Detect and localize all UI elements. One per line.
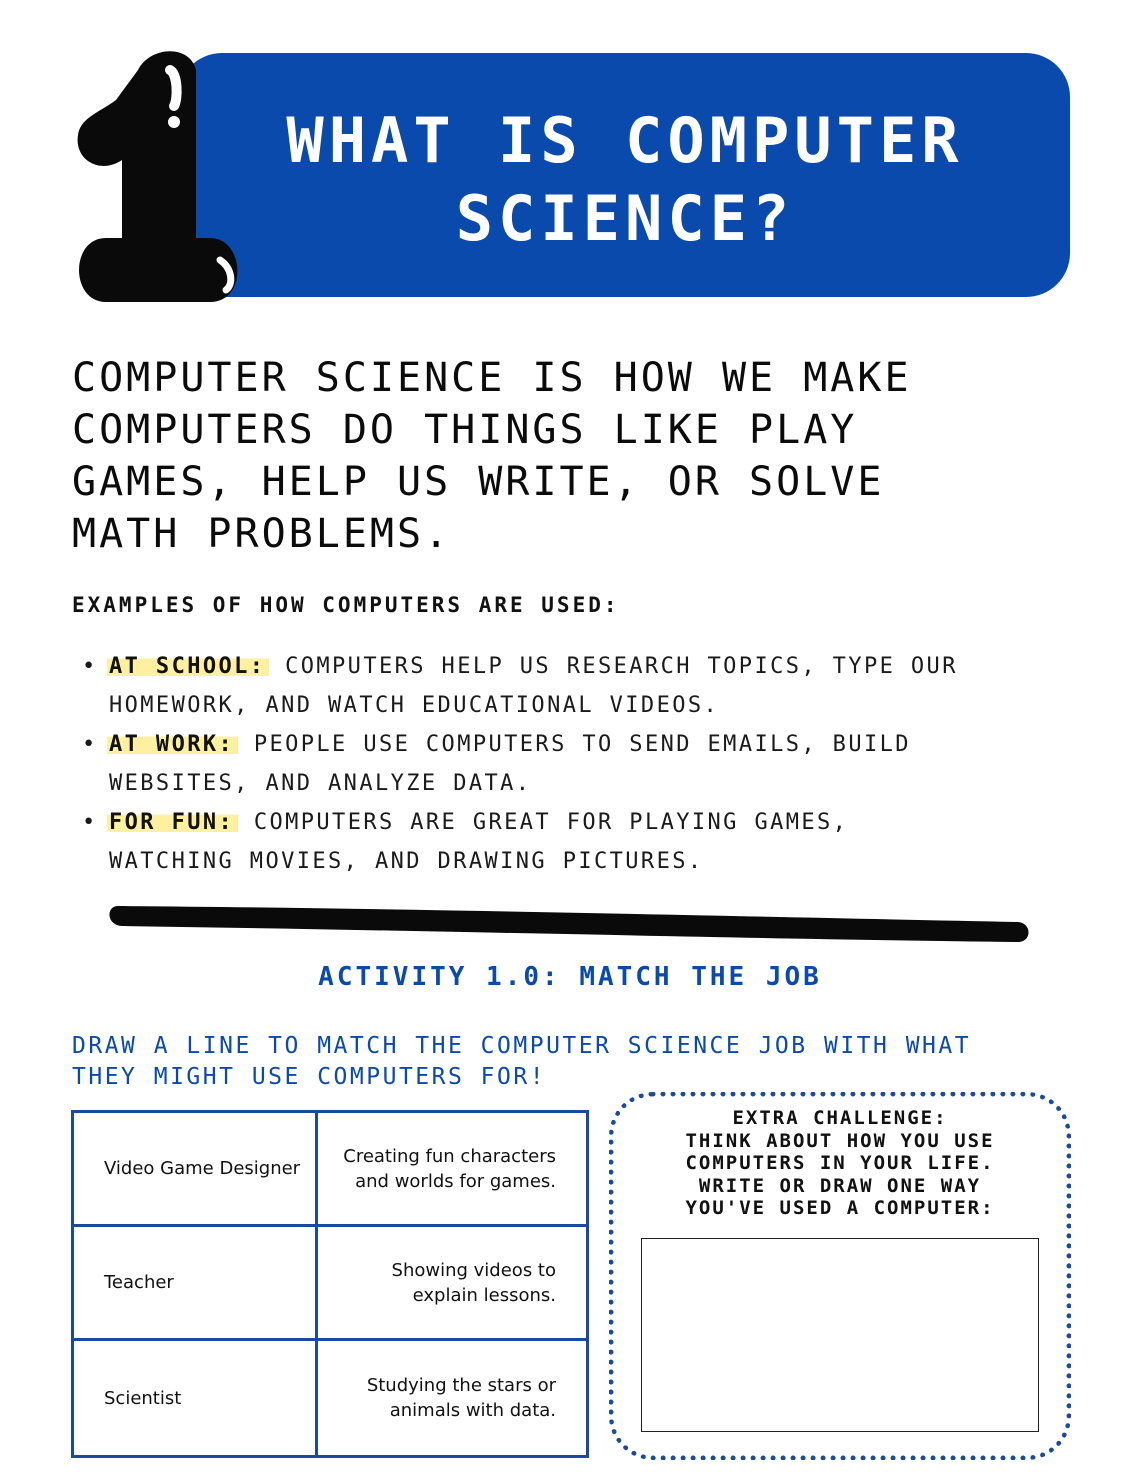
job-cell[interactable] [74, 1227, 318, 1341]
intro-line-1: COMPUTER SCIENCE IS HOW WE MAKE [72, 355, 912, 401]
example-label: AT WORK: [107, 732, 238, 757]
brush-divider [108, 898, 1032, 952]
job-cell[interactable] [74, 1113, 318, 1227]
activity-instructions [72, 1031, 1072, 1093]
use-label [367, 1373, 556, 1423]
example-text-line-2: HOMEWORK, AND WATCH EDUCATIONAL VIDEOS. [109, 693, 720, 718]
match-table [71, 1110, 589, 1458]
example-item-fun [82, 803, 1062, 881]
challenge-prompt [630, 1107, 1050, 1220]
use-line-2: explain lessons. [412, 1284, 556, 1306]
use-cell[interactable] [318, 1113, 586, 1227]
bullet-icon: • [82, 732, 98, 757]
intro-line-3: GAMES, HELP US WRITE, OR SOLVE [72, 459, 885, 505]
use-cell[interactable] [318, 1341, 586, 1455]
use-line-2: animals with data. [389, 1400, 556, 1421]
example-item-school [82, 647, 1062, 725]
challenge-line-5: YOU'VE USED A COMPUTER: [685, 1197, 995, 1219]
example-text-line-2: WEBSITES, AND ANALYZE DATA. [109, 771, 532, 796]
job-label: Scientist [104, 1387, 182, 1409]
use-label [392, 1258, 556, 1308]
title-line-2: SCIENCE? [455, 182, 795, 255]
example-label: FOR FUN: [107, 810, 238, 835]
intro-paragraph [72, 352, 1102, 560]
example-label: AT SCHOOL: [107, 654, 269, 679]
examples-heading: EXAMPLES OF HOW COMPUTERS ARE USED: [72, 593, 620, 617]
use-cell[interactable] [318, 1227, 586, 1341]
use-line-1: Showing videos to [391, 1259, 556, 1281]
activity-title: ACTIVITY 1.0: MATCH THE JOB [318, 962, 822, 992]
answer-box[interactable] [641, 1238, 1039, 1432]
bullet-icon: • [82, 654, 98, 679]
use-label [343, 1144, 556, 1194]
use-line-2: and worlds for games. [355, 1170, 556, 1192]
instructions-line-2: THEY MIGHT USE COMPUTERS FOR! [72, 1064, 547, 1090]
example-text-line-2: WATCHING MOVIES, AND DRAWING PICTURES. [109, 849, 704, 874]
example-text-line-1: COMPUTERS HELP US RESEARCH TOPICS, TYPE OUR [269, 654, 958, 679]
instructions-line-1: DRAW A LINE TO MATCH THE COMPUTER SCIENCE JOB WITH WHAT [72, 1033, 972, 1059]
use-line-1: Studying the stars or [366, 1375, 556, 1396]
challenge-line-4: WRITE OR DRAW ONE WAY [698, 1174, 982, 1197]
job-cell[interactable] [74, 1341, 318, 1455]
job-label: Video Game Designer [104, 1158, 301, 1179]
intro-line-2: COMPUTERS DO THINGS LIKE PLAY [72, 407, 858, 453]
challenge-line-2: THINK ABOUT HOW YOU USE [685, 1129, 995, 1152]
job-label: Teacher [104, 1272, 174, 1293]
bullet-icon: • [82, 810, 98, 835]
challenge-line-3: COMPUTERS IN YOUR LIFE. [685, 1152, 995, 1174]
challenge-line-1: EXTRA CHALLENGE: [732, 1107, 948, 1129]
page-title [200, 102, 1050, 258]
use-line-1: Creating fun characters [343, 1145, 556, 1167]
intro-line-4: MATH PROBLEMS. [72, 511, 452, 557]
title-line-1: WHAT IS COMPUTER [286, 104, 964, 177]
example-item-work [82, 725, 1062, 803]
example-text-line-1: PEOPLE USE COMPUTERS TO SEND EMAILS, BUILD [238, 732, 911, 757]
example-text-line-1: COMPUTERS ARE GREAT FOR PLAYING GAMES, [238, 810, 849, 835]
